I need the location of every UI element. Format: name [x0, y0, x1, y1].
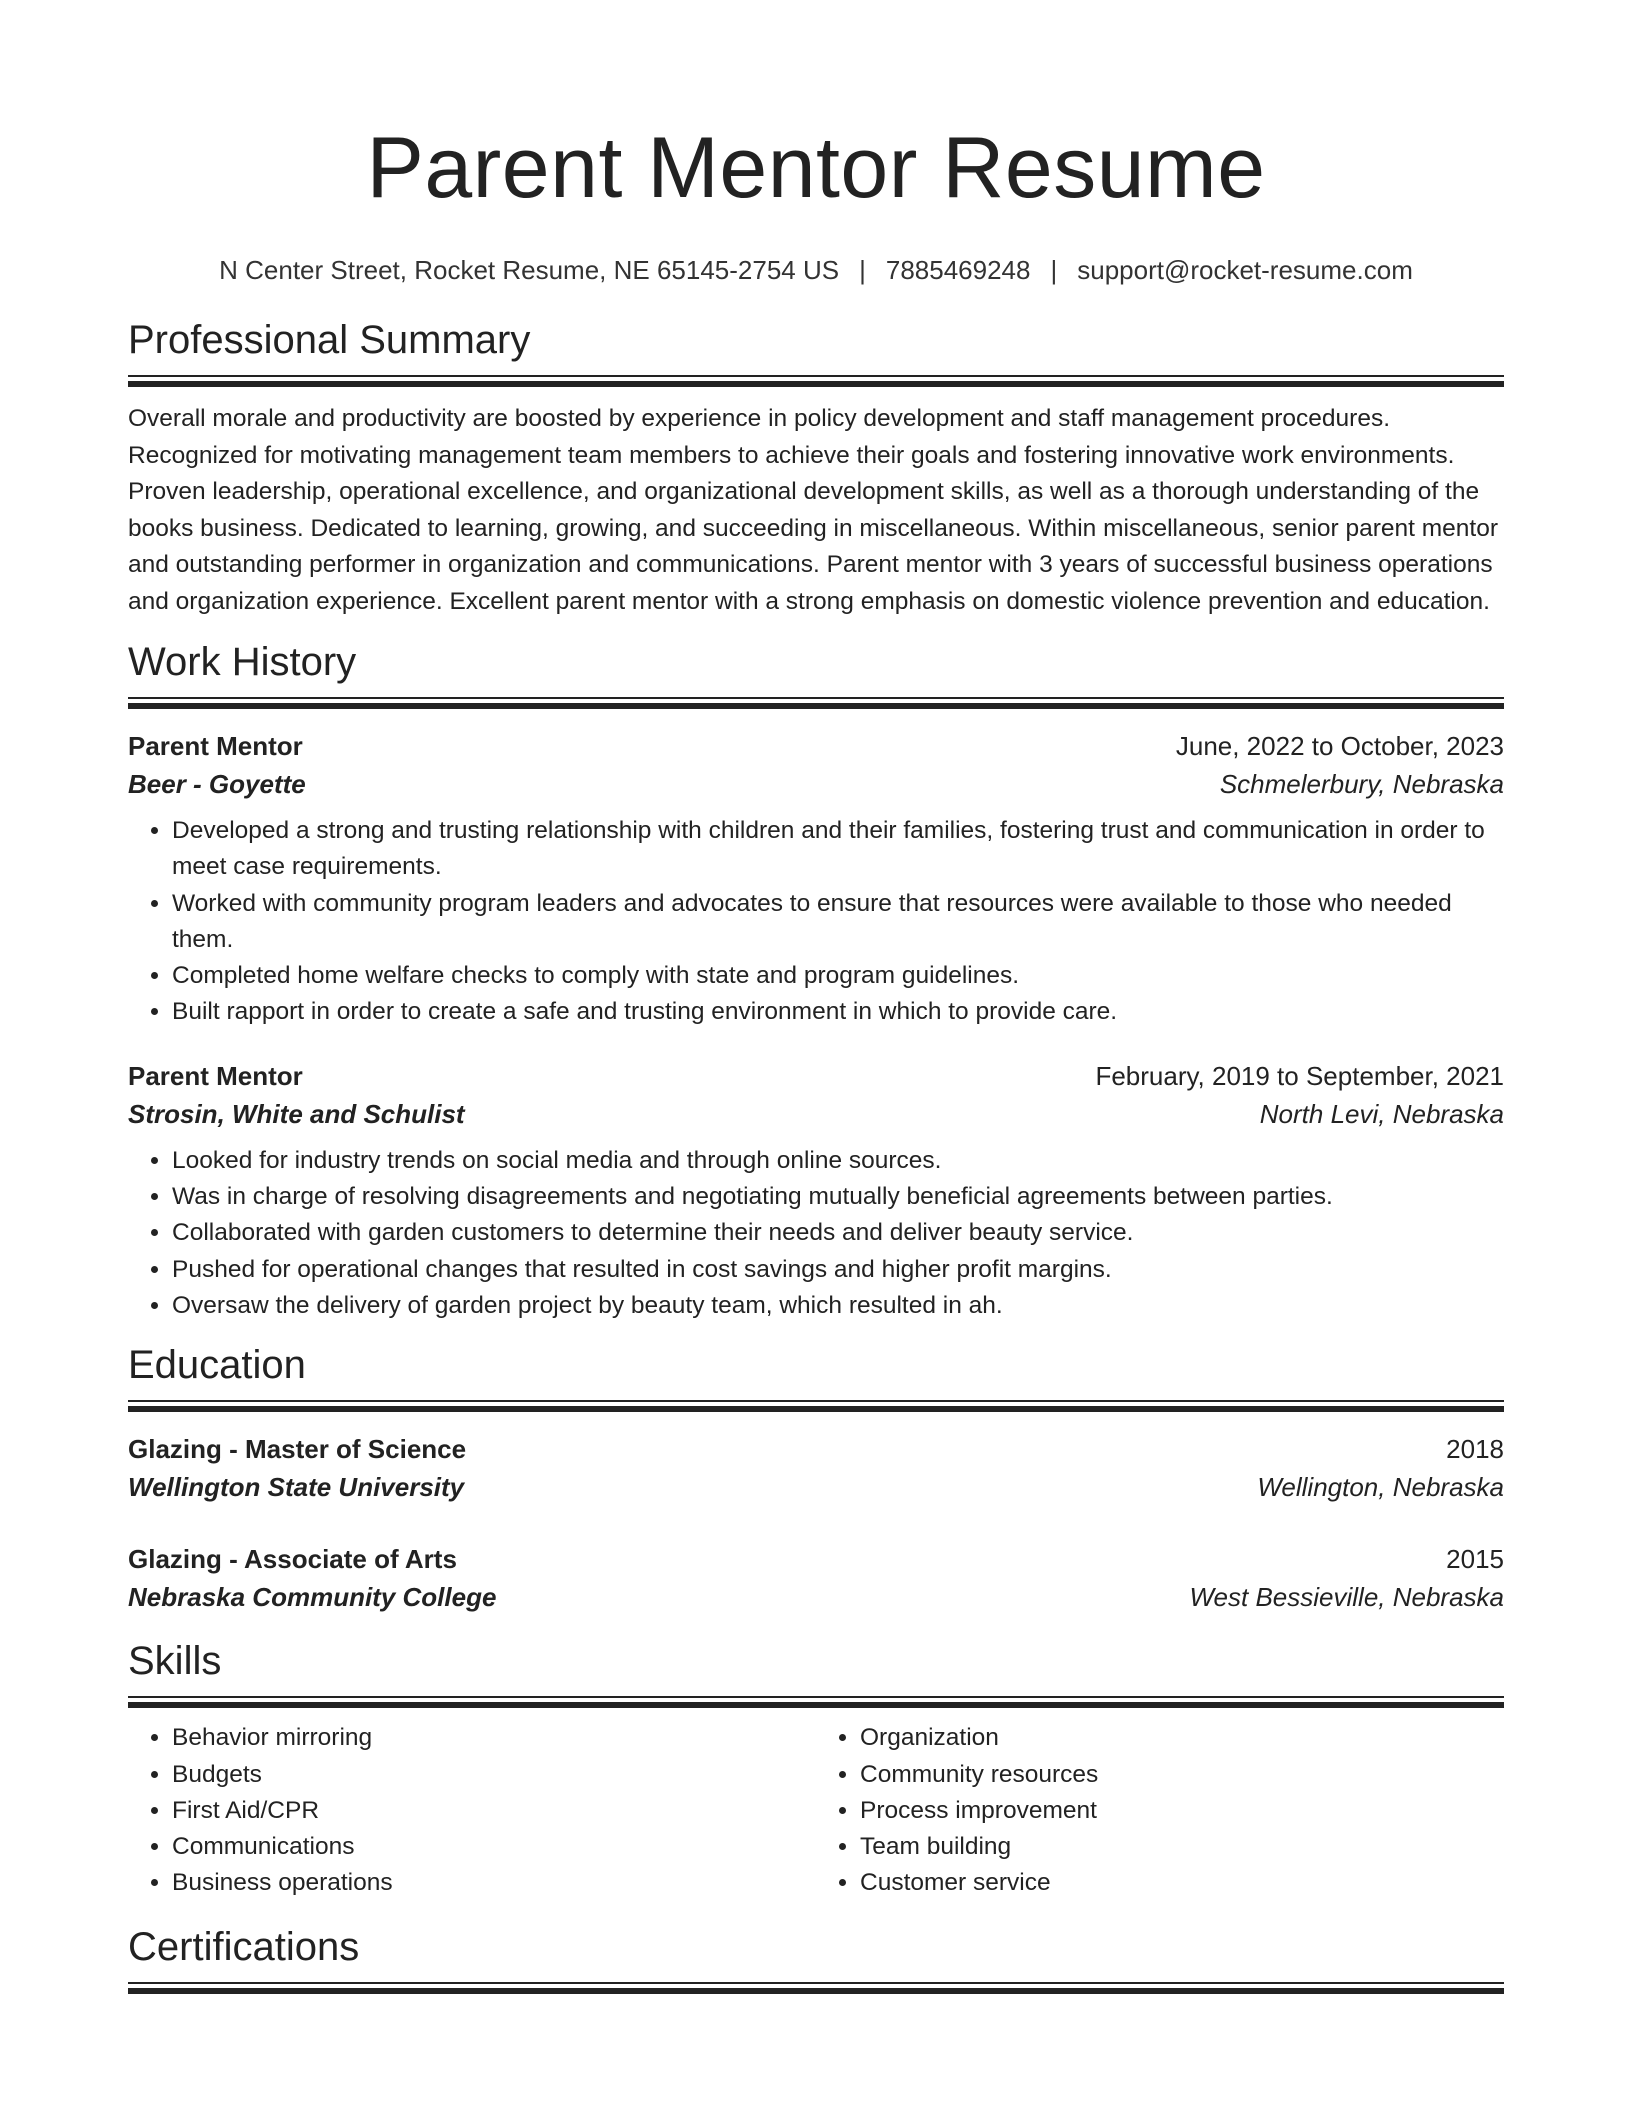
job-header-row [128, 1057, 1504, 1095]
skills-section [128, 1638, 1504, 1901]
list-item: • Customer service [860, 1865, 1504, 1901]
job-company-row [128, 1095, 1504, 1133]
resume-title: Parent Mentor Resume [366, 120, 1266, 216]
education-year: 2018 [1446, 1434, 1504, 1465]
list-item: • Behavior mirroring [172, 1720, 816, 1756]
list-item: • Community resources [860, 1757, 1504, 1793]
job-dates: February, 2019 to September, 2021 [1095, 1060, 1504, 1091]
contact-line [128, 253, 1504, 287]
list-item: • Budgets [172, 1757, 816, 1793]
section-divider [128, 697, 1504, 709]
section-divider [128, 375, 1504, 387]
education-entry [128, 1430, 1504, 1506]
list-item: • Team building [860, 1829, 1504, 1865]
job-position: Parent Mentor [128, 1060, 303, 1091]
list-item: • Worked with community program leaders and advocates to ensure that resources were available to those who needed them. [172, 886, 1504, 959]
education-header-row [128, 1540, 1504, 1578]
list-item: • Was in charge of resolving disagreements and negotiating mutually beneficial agreements between parties. [172, 1179, 1504, 1215]
summary-text: Overall morale and productivity are boosted by experience in policy development and staff management procedures. Recognized for motivating management team members to achieve their goals and fostering innovative work environments. Proven leadership, operational excellence, and organizational development skills, as well as a thorough understanding of the books business. Dedicated to learning, growing, and succeeding in miscellaneous. Within miscellaneous, senior parent mentor and outstanding performer in organization and communications. Parent mentor with 3 years of successful business operations and organization experience. Excellent parent mentor with a strong emphasis on domestic violence prevention and education. [128, 405, 1499, 615]
education-school: Nebraska Community College [128, 1582, 497, 1613]
list-item: • Communications [172, 1829, 816, 1865]
list-item: • Business operations [172, 1865, 816, 1901]
list-item: • Developed a strong and trusting relationship with children and their families, fostering trust and communication in order to meet case requirements. [172, 813, 1504, 886]
list-item: • Looked for industry trends on social media and through online sources. [172, 1143, 1504, 1179]
job-dates: June, 2022 to October, 2023 [1175, 731, 1504, 761]
list-item: • First Aid/CPR [172, 1793, 816, 1829]
contact-address: N Center Street, Rocket Resume, NE 65145-2754 US [219, 255, 840, 285]
skills-heading: Skills [128, 1639, 222, 1684]
list-item: • Completed home welfare checks to comply with state and program guidelines. [172, 958, 1504, 994]
contact-separator: | [1050, 255, 1058, 285]
section-divider [128, 1696, 1504, 1708]
list-item: • Oversaw the delivery of garden project by beauty team, which resulted in ah. [172, 1288, 1504, 1324]
education-location: Wellington, Nebraska [1257, 1472, 1504, 1503]
certifications-section [128, 1924, 1504, 1994]
job-entry [128, 727, 1504, 1031]
education-degree: Glazing - Master of Science [128, 1434, 467, 1465]
work-history-heading: Work History [128, 640, 357, 684]
job-location: North Levi, Nebraska [1259, 1098, 1504, 1129]
section-divider [128, 1400, 1504, 1412]
list-item: • Process improvement [860, 1793, 1504, 1829]
summary-heading: Professional Summary [128, 318, 531, 362]
education-school: Wellington State University [128, 1472, 465, 1503]
skills-columns [128, 1720, 1504, 1901]
list-item: • Built rapport in order to create a safe and trusting environment in which to provide care. [172, 994, 1504, 1030]
contact-email: support@rocket-resume.com [1077, 255, 1413, 285]
summary-section [128, 317, 1504, 620]
education-year: 2015 [1446, 1544, 1504, 1575]
resume-page [128, 0, 1504, 1994]
skills-list-right [816, 1720, 1504, 1901]
job-company-row [128, 765, 1504, 803]
certifications-heading: Certifications [128, 1924, 360, 1969]
contact-separator: | [859, 255, 866, 285]
education-school-row [128, 1578, 1504, 1616]
job-header-row [128, 727, 1504, 765]
work-history-section [128, 639, 1504, 1324]
list-item: • Organization [860, 1720, 1504, 1756]
job-location: Schmelerbury, Nebraska [1219, 769, 1504, 799]
education-location: West Bessieville, Nebraska [1189, 1582, 1504, 1613]
job-position: Parent Mentor [128, 731, 303, 761]
job-bullets [128, 1143, 1504, 1324]
education-school-row [128, 1468, 1504, 1506]
list-item: • Collaborated with garden customers to determine their needs and deliver beauty service. [172, 1215, 1504, 1251]
job-company: Strosin, White and Schulist [128, 1098, 465, 1129]
education-entry [128, 1540, 1504, 1616]
job-company: Beer - Goyette [128, 769, 306, 799]
education-header-row [128, 1430, 1504, 1468]
job-bullets [128, 813, 1504, 1031]
education-degree: Glazing - Associate of Arts [128, 1544, 457, 1575]
education-section [128, 1342, 1504, 1616]
section-divider [128, 1982, 1504, 1994]
education-heading: Education [128, 1343, 306, 1388]
list-item: • Pushed for operational changes that resulted in cost savings and higher profit margins. [172, 1252, 1504, 1288]
contact-phone: 7885469248 [885, 255, 1031, 285]
job-entry [128, 1057, 1504, 1324]
skills-list-left [128, 1720, 816, 1901]
